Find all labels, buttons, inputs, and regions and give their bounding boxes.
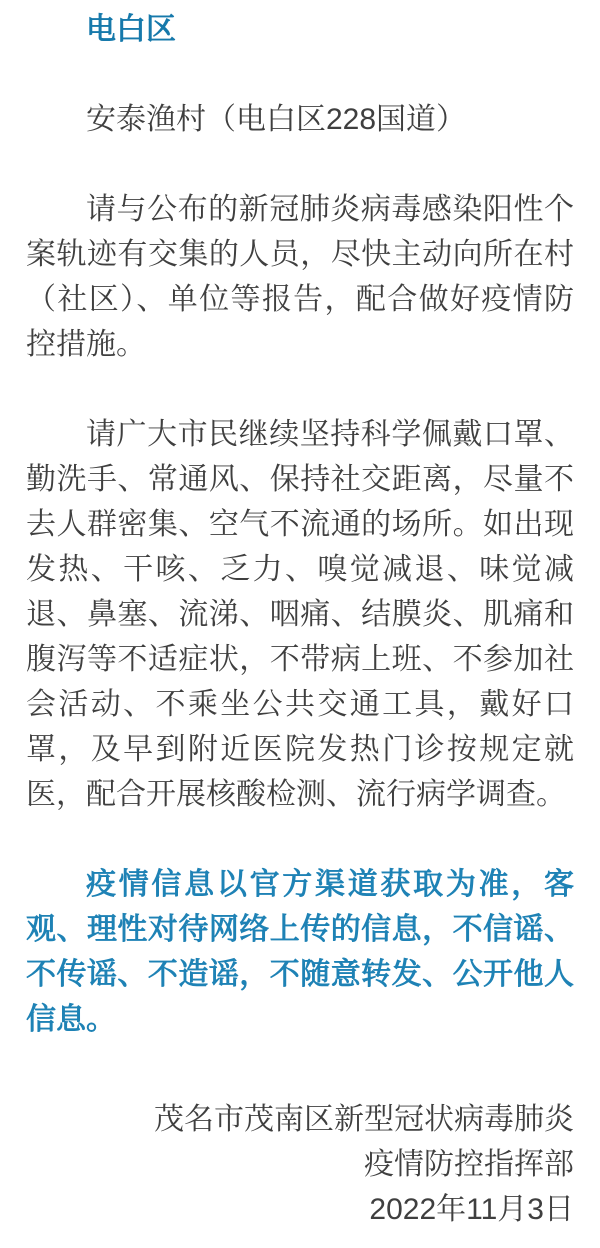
signature-date: 2022年11月3日 [369,1193,574,1226]
location-line: 安泰渔村（电白区228国道） [86,103,467,136]
signature-block [26,1097,574,1232]
paragraph-report-requirement: 请与公布的新冠肺炎病毒感染阳性个案轨迹有交集的人员，尽快主动向所在村（社区）、单位等报告，配合做好疫情防控措施。 [26,193,574,361]
paragraph-health-advice: 请广大市民继续坚持科学佩戴口罩、勤洗手、常通风、保持社交距离，尽量不去人群密集、空气不流通的场所。如出现发热、干咳、乏力、嗅觉减退、味觉减退、鼻塞、流涕、咽痛、结膜炎、肌痛和腹泻等不适症状，不带病上班、不参加社会活动、不乘坐公共交通工具，戴好口罩，及早到附近医院发热门诊按规定就医，配合开展核酸检测、流行病学调查。 [26,418,574,811]
region-heading: 电白区 [86,13,176,46]
signature-org-line1: 茂名市茂南区新型冠状病毒肺炎 [154,1103,574,1136]
paragraph-rumor-notice: 疫情信息以官方渠道获取为准，客观、理性对待网络上传的信息，不信谣、不传谣、不造谣，不随意转发、公开他人信息。 [26,868,574,1036]
signature-org-line2: 疫情防控指挥部 [364,1148,574,1181]
